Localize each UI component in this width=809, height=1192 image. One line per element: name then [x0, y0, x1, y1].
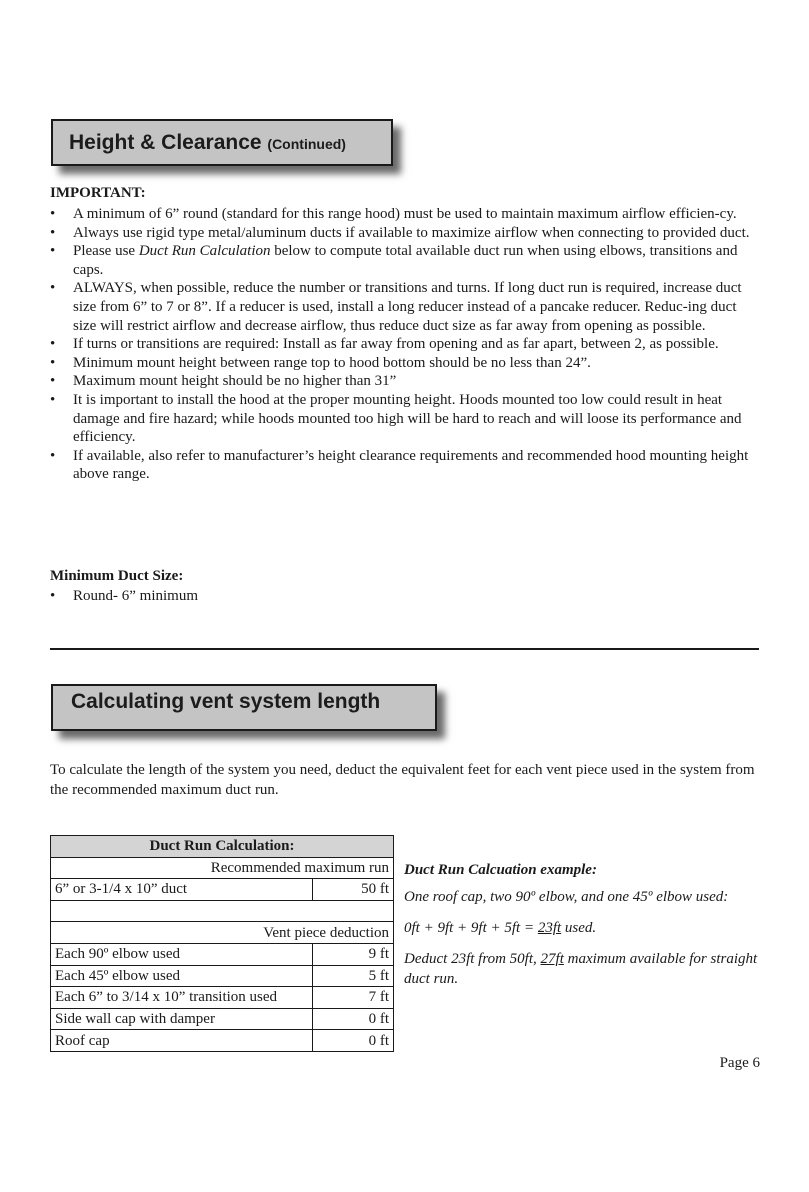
row-value: 7 ft — [313, 987, 394, 1009]
row-label: 6” or 3-1/4 x 10” duct — [51, 879, 313, 901]
row-value: 0 ft — [313, 1008, 394, 1030]
example-text: used. — [561, 920, 597, 936]
duct-run-calculation-table — [50, 835, 394, 1052]
row-label: Each 90º elbow used — [51, 943, 313, 965]
bullet-item: • Minimum mount height between range top to hood bottom should be no less than 24”. — [50, 354, 762, 373]
duct-run-calculation-ref: Duct Run Calculation — [138, 243, 271, 260]
table-row — [51, 1030, 394, 1052]
example-text: maximum available for straight duct run. — [404, 951, 758, 987]
section-title: Calculating vent system length — [71, 690, 381, 713]
example-line-3 — [404, 949, 764, 989]
table-header: Duct Run Calculation: — [51, 836, 394, 858]
table-row — [51, 943, 394, 965]
row-value: 50 ft — [313, 879, 394, 901]
example-used-total: 23ft — [537, 920, 562, 936]
bullet-item: • Always use rigid type metal/aluminum ducts if available to maximize airflow when connecting to provided duct. — [50, 224, 762, 243]
bullet-item: • A minimum of 6” round (standard for this range hood) must be used to maintain maximum airflow efficien-cy. — [50, 205, 762, 224]
intro-paragraph: To calculate the length of the system you need, deduct the equivalent feet for each vent piece used in the system from the recommended maximum duct run. — [50, 762, 755, 798]
section-header-vent-length — [51, 684, 437, 731]
bullet-item: • ALWAYS, when possible, reduce the number or transitions and turns. If long duct run is required, increase duct size from 6” to 7 or 8”. If a reducer is used, install a long reducer instead of a pancake reducer. Reduc-ing duct size will restrict airflow and decrease airflow, thus reduce duct size as far away from opening as possible. — [50, 279, 762, 335]
important-label: IMPORTANT: — [50, 185, 146, 201]
row-value: 0 ft — [313, 1030, 394, 1052]
row-label: Each 6” to 3/14 x 10” transition used — [51, 987, 313, 1009]
section-title-suffix: (Continued) — [267, 136, 346, 152]
example-text: Deduct 23ft from 50ft, — [404, 951, 541, 967]
row-value: 9 ft — [313, 943, 394, 965]
page-number: Page 6 — [719, 1055, 760, 1071]
example-title: Duct Run Calcuation example: — [404, 862, 597, 878]
minimum-duct-list — [50, 587, 762, 606]
table-row — [51, 965, 394, 987]
example-line-1: One roof cap, two 90º elbow, and one 45º elbow used: — [404, 889, 729, 905]
bullet-item: • Round- 6” minimum — [50, 587, 762, 606]
section-divider — [50, 648, 759, 650]
bullet-item — [50, 242, 762, 279]
example-available-total: 27ft — [540, 951, 564, 967]
section-header-height-clearance — [51, 119, 393, 166]
important-bullet-list — [50, 205, 762, 484]
row-value: 5 ft — [313, 965, 394, 987]
table-row — [51, 879, 394, 901]
section-title: Height & Clearance — [69, 131, 262, 154]
row-label: Side wall cap with damper — [51, 1008, 313, 1030]
example-text: 0ft + 9ft + 9ft + 5ft = — [404, 920, 538, 936]
bullet-text: below to compute total available duct run when using elbows, transitions and caps. — [73, 243, 738, 278]
duct-run-example — [404, 860, 764, 989]
row-label: Each 45º elbow used — [51, 965, 313, 987]
max-run-label: Recommended maximum run — [51, 857, 394, 879]
bullet-text: Please use — [73, 243, 139, 260]
bullet-item: • If available, also refer to manufacturer’s height clearance requirements and recommended hood mounting height above range. — [50, 447, 762, 484]
spacer-row — [51, 900, 394, 922]
bullet-item: • If turns or transitions are required: Install as far away from opening and as far apart, between 2, as possible. — [50, 335, 762, 354]
example-line-2 — [404, 918, 764, 938]
deduction-label: Vent piece deduction — [51, 922, 394, 944]
bullet-item: • It is important to install the hood at the proper mounting height. Hoods mounted too low could result in heat damage and fire hazard; while hoods mounted too high will be hard to reach and will loose its performance and efficiency. — [50, 391, 762, 447]
row-label: Roof cap — [51, 1030, 313, 1052]
table-row — [51, 1008, 394, 1030]
minimum-duct-size-label: Minimum Duct Size: — [50, 568, 184, 584]
bullet-item: • Maximum mount height should be no higher than 31” — [50, 372, 762, 391]
table-row — [51, 987, 394, 1009]
